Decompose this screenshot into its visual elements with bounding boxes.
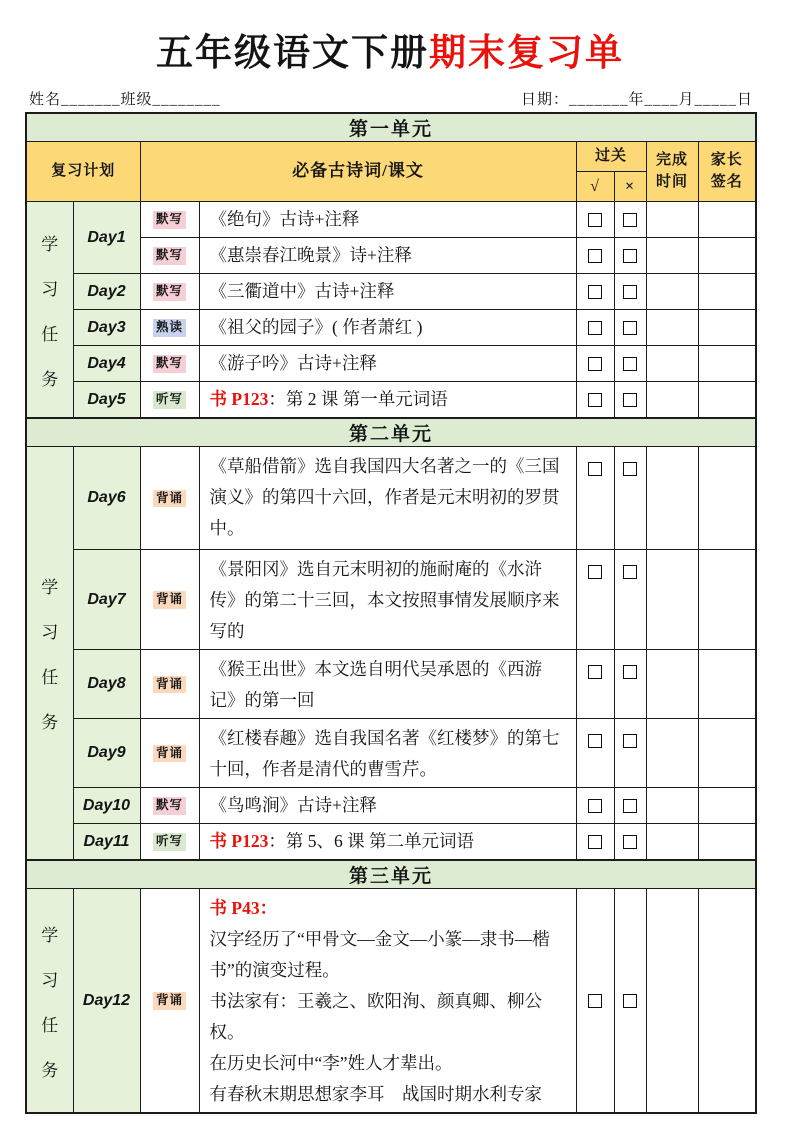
page-ref-red: 书 P123 — [209, 389, 269, 409]
day-label: Day4 — [73, 346, 140, 382]
header-row-1 — [26, 142, 756, 172]
header-sign — [698, 142, 756, 202]
title-black-part: 五年级语文下册 — [156, 33, 429, 74]
task-tag: 听写 — [153, 391, 186, 409]
fail-checkbox[interactable] — [623, 565, 637, 579]
task-tag-cell — [140, 824, 199, 861]
time-cell[interactable] — [646, 238, 698, 274]
header-time-line: 时间 — [655, 173, 688, 190]
sign-cell[interactable] — [698, 310, 756, 346]
pass-checkbox[interactable] — [588, 994, 602, 1008]
checkbox-cell — [576, 824, 614, 861]
table-row — [26, 650, 756, 719]
checkbox-cell — [576, 346, 614, 382]
header-check-yes: √ — [576, 172, 614, 202]
task-tag-cell — [140, 274, 199, 310]
content-text: 《惠崇春江晚景》诗+注释 — [199, 238, 576, 274]
unit-bar-row — [26, 418, 756, 447]
fail-checkbox[interactable] — [623, 734, 637, 748]
task-tag: 熟读 — [153, 319, 186, 337]
checkbox-cell — [576, 382, 614, 419]
table-row — [26, 346, 756, 382]
sign-cell[interactable] — [698, 719, 756, 788]
table-row — [26, 889, 756, 1114]
content-text: 《猴王出世》本文选自明代吴承恩的《西游记》的第一回 — [199, 650, 576, 719]
sign-cell[interactable] — [698, 788, 756, 824]
task-label-char: 任 — [41, 668, 59, 687]
header-time — [646, 142, 698, 202]
sign-cell[interactable] — [698, 274, 756, 310]
table-row — [26, 447, 756, 550]
checkbox-cell — [576, 550, 614, 650]
header-time-line: 完成 — [655, 151, 688, 168]
time-cell[interactable] — [646, 650, 698, 719]
time-cell[interactable] — [646, 447, 698, 550]
day-label: Day5 — [73, 382, 140, 419]
table-row — [26, 550, 756, 650]
task-tag-cell — [140, 550, 199, 650]
checkbox-cell — [614, 788, 646, 824]
time-cell[interactable] — [646, 202, 698, 238]
fail-checkbox[interactable] — [623, 249, 637, 263]
sign-cell[interactable] — [698, 202, 756, 238]
checkbox-cell — [576, 719, 614, 788]
checkbox-cell — [614, 719, 646, 788]
content-line: 书法家有：王羲之、欧阳洵、颜真卿、柳公权。 — [209, 991, 542, 1042]
content-line: 汉字经历了“甲骨文—金文—小篆—隶书—楷书”的演变过程。 — [209, 929, 550, 980]
day-label: Day3 — [73, 310, 140, 346]
task-label-char: 务 — [41, 369, 59, 389]
pass-checkbox[interactable] — [588, 357, 602, 371]
review-table — [25, 112, 757, 1114]
task-label-vertical — [27, 230, 73, 390]
checkbox-cell — [614, 889, 646, 1114]
worksheet — [25, 0, 755, 1114]
fail-checkbox[interactable] — [623, 462, 637, 476]
task-tag-cell — [140, 382, 199, 419]
checkbox-cell — [576, 889, 614, 1114]
task-tag-cell — [140, 788, 199, 824]
task-column-cell — [26, 202, 73, 419]
task-tag: 背诵 — [153, 676, 186, 694]
fail-checkbox[interactable] — [623, 835, 637, 849]
task-tag-cell — [140, 310, 199, 346]
task-tag-cell — [140, 238, 199, 274]
time-cell[interactable] — [646, 824, 698, 861]
header-sign-line: 家长 — [710, 151, 743, 168]
table-row — [26, 719, 756, 788]
name-class-blanks[interactable]: 姓名_______班级________ — [29, 92, 221, 108]
task-tag: 背诵 — [153, 992, 186, 1010]
pass-checkbox[interactable] — [588, 799, 602, 813]
task-tag-cell — [140, 447, 199, 550]
checkbox-cell — [576, 447, 614, 550]
table-row — [26, 310, 756, 346]
fail-checkbox[interactable] — [623, 321, 637, 335]
task-tag-cell — [140, 719, 199, 788]
header-content: 必备古诗词/课文 — [140, 142, 576, 202]
checkbox-cell — [614, 824, 646, 861]
time-cell[interactable] — [646, 719, 698, 788]
content-line — [210, 893, 568, 924]
pass-checkbox[interactable] — [588, 835, 602, 849]
day-label: Day7 — [73, 550, 140, 650]
checkbox-cell — [614, 274, 646, 310]
time-cell[interactable] — [646, 274, 698, 310]
task-label-char: 任 — [41, 1015, 59, 1035]
unit-title: 第一单元 — [26, 113, 756, 142]
day-label: Day9 — [73, 719, 140, 788]
task-label-char: 学 — [41, 234, 59, 254]
content-text: 《草船借箭》选自我国四大名著之一的《三国演义》的第四十六回，作者是元末明初的罗贯中。 — [199, 447, 576, 550]
table-row — [26, 824, 756, 861]
content-text: 《三衢道中》古诗+注释 — [199, 274, 576, 310]
table-row — [26, 788, 756, 824]
checkbox-cell — [614, 550, 646, 650]
pass-checkbox[interactable] — [588, 565, 602, 579]
time-cell[interactable] — [646, 550, 698, 650]
task-column-cell — [26, 447, 73, 861]
content-text: 《游子吟》古诗+注释 — [199, 346, 576, 382]
sign-cell[interactable] — [698, 650, 756, 719]
table-row — [26, 202, 756, 238]
sign-cell[interactable] — [698, 346, 756, 382]
content-line: 有春秋末期思想家李耳 战国时期水利专家 — [209, 1084, 542, 1104]
task-tag: 默写 — [153, 211, 186, 229]
content-text: 《鸟鸣涧》古诗+注释 — [199, 788, 576, 824]
header-pass: 过关 — [576, 142, 646, 172]
sign-cell[interactable] — [698, 382, 756, 419]
task-label-char: 学 — [41, 925, 59, 945]
pass-checkbox[interactable] — [588, 321, 602, 335]
review-table-body — [26, 113, 756, 1113]
task-tag: 背诵 — [153, 591, 186, 609]
task-label-char: 务 — [41, 1060, 59, 1080]
content-text: 《祖父的园子》( 作者萧红 ) — [199, 310, 576, 346]
checkbox-cell — [614, 382, 646, 419]
content-text: 《绝句》古诗+注释 — [199, 202, 576, 238]
day-label: Day6 — [73, 447, 140, 550]
sign-cell[interactable] — [698, 550, 756, 650]
page-ref-red: 书 P123 — [209, 831, 269, 851]
checkbox-cell — [614, 447, 646, 550]
checkbox-cell — [576, 310, 614, 346]
fail-checkbox[interactable] — [623, 357, 637, 371]
task-tag: 默写 — [153, 247, 186, 265]
checkbox-cell — [614, 310, 646, 346]
day-label: Day2 — [73, 274, 140, 310]
checkbox-cell — [576, 650, 614, 719]
pass-checkbox[interactable] — [588, 213, 602, 227]
fail-checkbox[interactable] — [623, 994, 637, 1008]
task-label-char: 习 — [41, 279, 59, 299]
time-cell[interactable] — [646, 889, 698, 1114]
time-cell[interactable] — [646, 310, 698, 346]
pass-checkbox[interactable] — [588, 393, 602, 407]
table-row — [26, 382, 756, 419]
task-label-vertical — [27, 573, 73, 733]
checkbox-cell — [576, 238, 614, 274]
title-red-part: 期末复习单 — [429, 33, 624, 74]
task-tag: 背诵 — [153, 490, 186, 508]
task-tag-cell — [140, 889, 199, 1114]
time-cell[interactable] — [646, 788, 698, 824]
unit-bar-row — [26, 113, 756, 142]
unit-bar-row — [26, 860, 756, 889]
info-line — [29, 88, 753, 109]
pass-checkbox[interactable] — [588, 249, 602, 263]
task-label-vertical — [27, 921, 73, 1081]
table-row — [26, 274, 756, 310]
checkbox-cell — [576, 202, 614, 238]
pass-checkbox[interactable] — [588, 285, 602, 299]
day-label: Day12 — [73, 889, 140, 1114]
checkbox-cell — [614, 202, 646, 238]
task-tag-cell — [140, 650, 199, 719]
checkbox-cell — [576, 274, 614, 310]
content-text — [199, 889, 576, 1114]
sign-cell[interactable] — [698, 238, 756, 274]
task-column-cell — [26, 889, 73, 1114]
date-blanks[interactable]: 日期：_______年____月_____日 — [520, 92, 753, 108]
task-tag: 听写 — [153, 833, 186, 851]
content-text: 《红楼春趣》选自我国名著《红楼梦》的第七十回，作者是清代的曹雪芹。 — [199, 719, 576, 788]
pass-checkbox[interactable] — [588, 462, 602, 476]
day-label: Day10 — [73, 788, 140, 824]
checkbox-cell — [614, 346, 646, 382]
sign-cell[interactable] — [698, 447, 756, 550]
day-label: Day1 — [73, 202, 140, 274]
task-tag: 默写 — [153, 797, 186, 815]
fail-checkbox[interactable] — [623, 799, 637, 813]
page-ref-red: 书 P43： — [209, 898, 278, 918]
content-text: 书 P123：第 2 课 第一单元词语 — [199, 382, 576, 419]
unit-title: 第三单元 — [26, 860, 756, 889]
task-label-char: 学 — [41, 578, 59, 597]
task-tag: 默写 — [153, 355, 186, 373]
day-label: Day8 — [73, 650, 140, 719]
time-cell[interactable] — [646, 382, 698, 419]
pass-checkbox[interactable] — [588, 665, 602, 679]
task-label-char: 习 — [41, 970, 59, 990]
pass-checkbox[interactable] — [588, 734, 602, 748]
checkbox-cell — [614, 238, 646, 274]
checkbox-cell — [576, 788, 614, 824]
content-line: 在历史长河中“李”姓人才辈出。 — [209, 1053, 453, 1073]
task-tag: 默写 — [153, 283, 186, 301]
page-title — [25, 30, 755, 78]
fail-checkbox[interactable] — [623, 285, 637, 299]
sign-cell[interactable] — [698, 889, 756, 1114]
checkbox-cell — [614, 650, 646, 719]
unit-title: 第二单元 — [26, 418, 756, 447]
task-tag: 背诵 — [153, 745, 186, 763]
header-check-no: × — [614, 172, 646, 202]
task-label-char: 习 — [41, 623, 59, 642]
time-cell[interactable] — [646, 346, 698, 382]
task-tag-cell — [140, 346, 199, 382]
content-text: 书 P123：第 5、6 课 第二单元词语 — [199, 824, 576, 861]
fail-checkbox[interactable] — [623, 393, 637, 407]
content-text: 《景阳冈》选自元末明初的施耐庵的《水浒传》的第二十三回，本文按照事情发展顺序来写的 — [199, 550, 576, 650]
task-tag-cell — [140, 202, 199, 238]
fail-checkbox[interactable] — [623, 665, 637, 679]
task-label-char: 任 — [41, 324, 59, 344]
sign-cell[interactable] — [698, 824, 756, 861]
task-label-char: 务 — [41, 713, 59, 732]
fail-checkbox[interactable] — [623, 213, 637, 227]
day-label: Day11 — [73, 824, 140, 861]
header-sign-line: 签名 — [710, 173, 743, 190]
header-plan: 复习计划 — [26, 142, 140, 202]
